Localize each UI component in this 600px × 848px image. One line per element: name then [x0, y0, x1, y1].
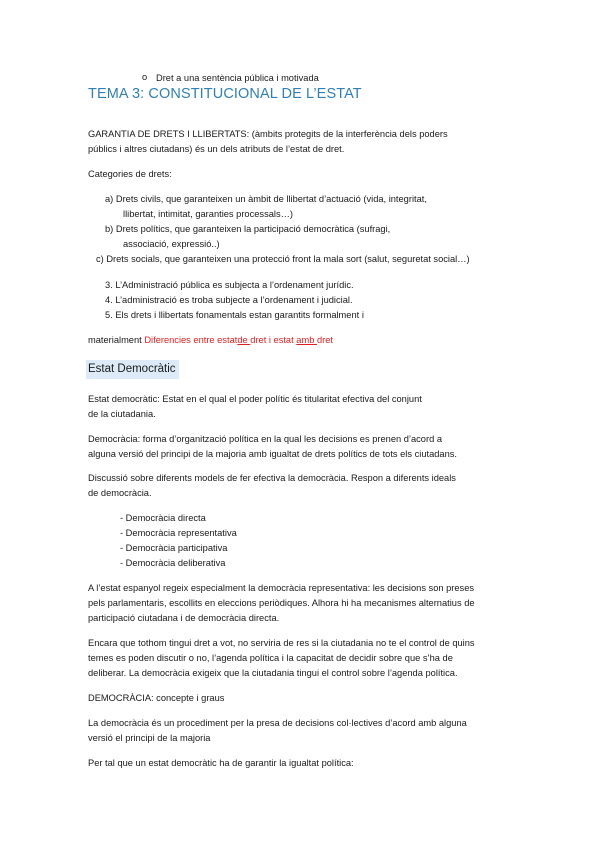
per-tal-line: Per tal que un estat democràtic ha de garantir la igualtat política:: [88, 758, 354, 768]
diferencies-text-2: dret i estat: [250, 335, 297, 345]
estat-democratic-line1: Estat democràtic: Estat en el qual el poder polític és titularitat efectiva del conjunt: [88, 394, 422, 404]
encara-line3: deliberar. La democràcia exigeix que la ciutadania tingui el control sobre l’agenda política.: [88, 668, 458, 678]
diferencies-underlined-1: de: [237, 335, 251, 345]
estat-espanyol-line2: pels parlamentaris, escollits en eleccions periòdiques. Alhora hi ha mecanismes alternatius de: [88, 598, 475, 608]
concepte-heading: DEMOCRÀCIA: concepte i graus: [88, 693, 225, 703]
model-item-deliberativa: - Democràcia deliberativa: [120, 558, 226, 568]
materialment-line: [88, 334, 333, 347]
diferencies-underlined-2: amb: [296, 335, 317, 345]
category-c-line1: c) Drets socials, que garanteixen una protecció front la mala sort (salut, seguretat social…): [96, 254, 470, 264]
diferencies-text-3: dret: [316, 335, 333, 345]
page-title: TEMA 3: CONSTITUCIONAL DE L’ESTAT: [88, 86, 362, 102]
estat-democratic-line2: de la ciutadania.: [88, 409, 156, 419]
procediment-line2: versió el principi de la majoria: [88, 733, 211, 743]
model-item-participativa: - Democràcia participativa: [120, 543, 228, 553]
categories-label: Categories de drets:: [88, 169, 172, 179]
bullet-marker: o: [142, 72, 148, 82]
section-heading-estat-democratic: Estat Democràtic: [86, 360, 179, 379]
model-item-directa: - Democràcia directa: [120, 513, 206, 523]
garantia-line2: públics i altres ciutadans) és un dels atributs de l’estat de dret.: [88, 144, 345, 154]
democracia-def-line2: alguna versió del principi de la majoria amb igualtat de drets polítics de tots els ciutadans.: [88, 449, 457, 459]
estat-espanyol-line1: A l’estat espanyol regeix especialment la democràcia representativa: les decisions son preses: [88, 583, 475, 593]
garantia-line1: GARANTIA DE DRETS I LLIBERTATS: (àmbits protegits de la interferència dels poders: [88, 129, 448, 139]
diferencies-text-1: Diferencies entre estat: [144, 335, 238, 345]
materialment-prefix: materialment: [88, 335, 145, 345]
procediment-line1: La democràcia és un procediment per la presa de decisions col·lectives d’acord amb alguna: [88, 718, 467, 728]
category-a-line2: llibertat, intimitat, garanties processals…): [123, 209, 293, 219]
discussio-line2: de democràcia.: [88, 488, 152, 498]
top-bullet-text: Dret a una sentència pública i motivada: [156, 73, 319, 83]
category-a-line1: a) Drets civils, que garanteixen un àmbit de llibertat d’actuació (vida, integritat,: [105, 194, 427, 204]
category-b-line1: b) Drets polítics, que garanteixen la participació democràtica (sufragi,: [105, 224, 391, 234]
model-item-representativa: - Democràcia representativa: [120, 528, 237, 538]
democracia-def-line1: Democràcia: forma d’organització política en la qual les decisions es prenen d’acord a: [88, 434, 442, 444]
category-b-line2: associació, expressió..): [123, 239, 220, 249]
numbered-item-4: 4. L’administració es troba subjecte a l’ordenament i judicial.: [105, 295, 353, 305]
discussio-line1: Discussió sobre diferents models de fer efectiva la democràcia. Respon a diferents ideals: [88, 473, 456, 483]
encara-line1: Encara que tothom tingui dret a vot, no serviria de res si la ciutadania no te el control de quins: [88, 638, 475, 648]
numbered-item-3: 3. L’Administració pública es subjecta a l’ordenament jurídic.: [105, 280, 354, 290]
numbered-item-5: 5. Els drets i llibertats fonamentals estan garantits formalment i: [105, 310, 364, 320]
estat-espanyol-line3: participació ciutadana i de democràcia directa.: [88, 613, 280, 623]
encara-line2: temes es poden discutir o no, l’agenda política i la capacitat de decidir sobre que s’ha de: [88, 653, 453, 663]
